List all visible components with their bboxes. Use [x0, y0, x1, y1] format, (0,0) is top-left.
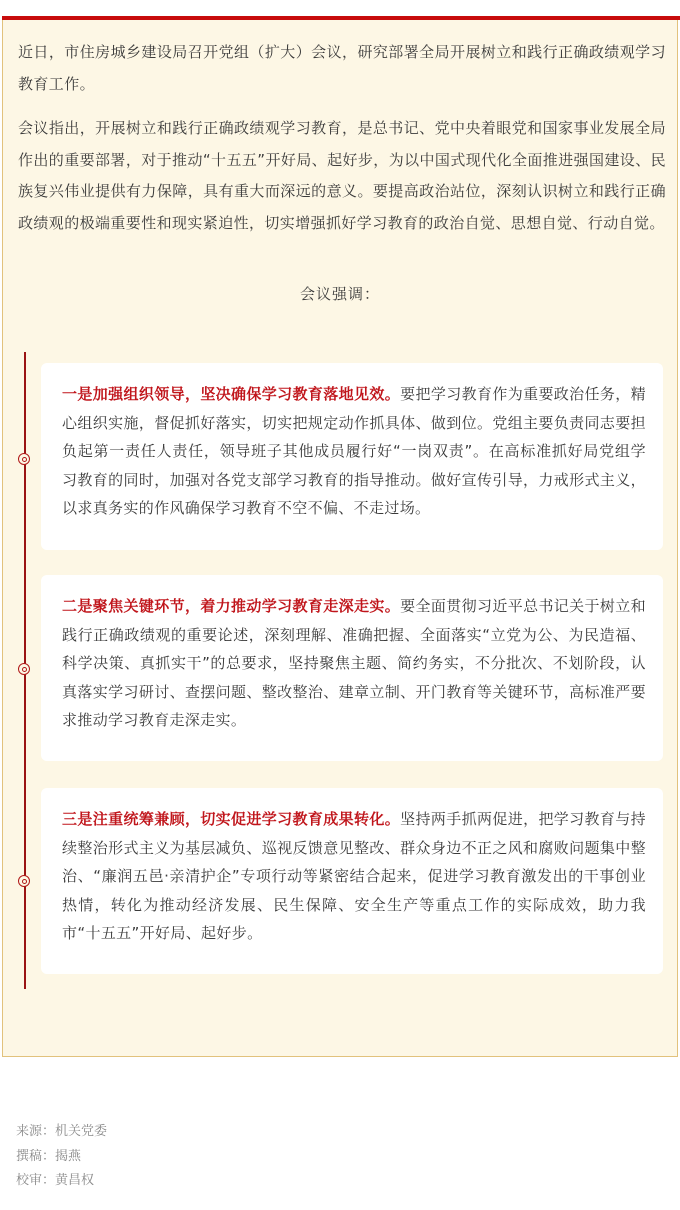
target-circle-icon: [18, 453, 30, 465]
point-lead: 二是聚焦关键环节，着力推动学习教育走深走实。: [62, 597, 401, 615]
point-body: 要全面贯彻习近平总书记关于树立和践行正确政绩观的重要论述，深刻理解、准确把握、全面落实“立党为公、为民造福、科学决策、真抓实干”的总要求，坚持聚焦主题、简约务实，不分批次、不划阶段，认真落实学习研讨、查摆问题、整改整治、建章立制、开门教育等关键环节，高标准严要求推动学习教育走深走实。: [62, 597, 647, 729]
intro-paragraph-2: 会议指出，开展树立和践行正确政绩观学习教育，是总书记、党中央着眼党和国家事业发展全局作出的重要部署，对于推动“十五五”开好局、起好步，为以中国式现代化全面推进强国建设、民族复兴伟业提供有力保障，具有重大而深远的意义。要提高政治站位，深刻认识树立和践行正确政绩观的极端重要性和现实紧迫性，切实增强抓好学习教育的政治自觉、思想自觉、行动自觉。: [18, 119, 666, 232]
article-credits: [16, 1120, 107, 1194]
point-text: [62, 592, 646, 735]
point-text: [62, 805, 646, 948]
point-lead: 一是加强组织领导，坚决确保学习教育落地见效。: [62, 385, 401, 403]
point-lead: 三是注重统筹兼顾，切实促进学习教育成果转化。: [62, 810, 401, 828]
article-panel: [2, 20, 678, 1057]
point-body: 坚持两手抓两促进，把学习教育与持续整治形式主义为基层减负、巡视反馈意见整改、群众身边不正之风和腐败问题集中整治、“廉润五邑·亲清护企”专项行动等紧密结合起来，促进学习教育激发出的干事创业热情，转化为推动经济发展、民生保障、安全生产等重点工作的实际成效，助力我市“十五五”开好局、起好步。: [62, 810, 647, 942]
target-circle-icon: [18, 875, 30, 887]
intro-paragraph-1: 近日，市住房城乡建设局召开党组（扩大）会议，研究部署全局开展树立和践行正确政绩观学习教育工作。: [18, 43, 666, 93]
point-card-2: [41, 575, 663, 761]
point-card-1: [41, 363, 663, 550]
credit-author: 撰稿：揭燕: [16, 1148, 82, 1164]
target-circle-icon: [18, 663, 30, 675]
credit-source: 来源：机关党委: [16, 1124, 108, 1139]
point-card-3: [41, 788, 663, 974]
credit-reviewer: 校审：黄昌权: [16, 1173, 95, 1188]
point-text: [62, 380, 646, 523]
point-body: 要把学习教育作为重要政治任务，精心组织实施，督促抓好落实，切实把规定动作抓具体、做到位。党组主要负责同志要担负起第一责任人责任，领导班子其他成员履行好“一岗双责”。在高标准抓好局党组学习教育的同时，加强对各党支部学习教育的指导推动。做好宣传引导，力戒形式主义，以求真务实的作风确保学习教育不空不偏、不走过场。: [62, 385, 647, 517]
emphasis-heading: 会议强调：: [299, 285, 380, 303]
